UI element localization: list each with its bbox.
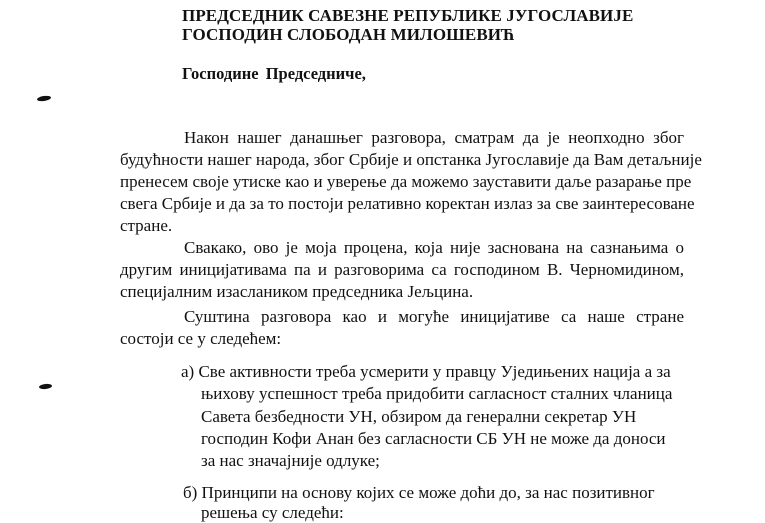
paragraph-line: Након нашег данашњег разговора, сматрам да је неопходно због [184,128,684,147]
salutation: Господине Председниче, [182,64,366,83]
list-item-line: њихову успешност треба придобити сагласност сталних чланица [201,384,673,403]
list-item-line: Савета безбедности УН, обзиром да генерални секретар УН [201,407,637,426]
list-item-line: за нас значајније одлуке; [201,451,380,470]
paragraph-line: Свакако, ово је моја процена, која није заснована на сазнањима о [184,238,684,257]
addressee-name: ГОСПОДИН СЛОБОДАН МИЛОШЕВИЋ [182,25,515,44]
paragraph-line: будућности нашег народа, због Србије и опстанка Југославије да Вам детаљније [120,150,702,169]
list-item-line: а) Све активности треба усмерити у правцу Уједињених нација а за [181,362,671,381]
margin-mark [39,383,52,389]
paragraph-line: пренесем своје утиске као и уверење да можемо зауставити даље разарање пре [120,172,692,191]
list-item-line: господин Кофи Анан без сагласности СБ УН не може да доноси [201,429,666,448]
paragraph-line: специјалним изаслаником председника Јељцина. [120,282,474,301]
addressee-title: ПРЕДСЕДНИК САВЕЗНЕ РЕПУБЛИКЕ ЈУГОСЛАВИЈЕ [182,6,634,25]
paragraph-line: Суштина разговора као и могуће иницијативе са наше стране [184,307,684,326]
list-item-line: б) Принципи на основу којих се може доћи до, за нас позитивног [183,483,655,502]
paragraph-line: свега Србије и да за то постоји релативно коректан излаз за све заинтересоване [120,194,695,213]
paragraph-line: стране. [120,216,173,235]
margin-mark [37,95,52,102]
list-item-line: решења су следећи: [201,503,344,522]
paragraph-line: другим иницијативама па и разговорима са господином В. Черномидином, [120,260,684,279]
paragraph-line: состоји се у следећем: [120,329,282,348]
